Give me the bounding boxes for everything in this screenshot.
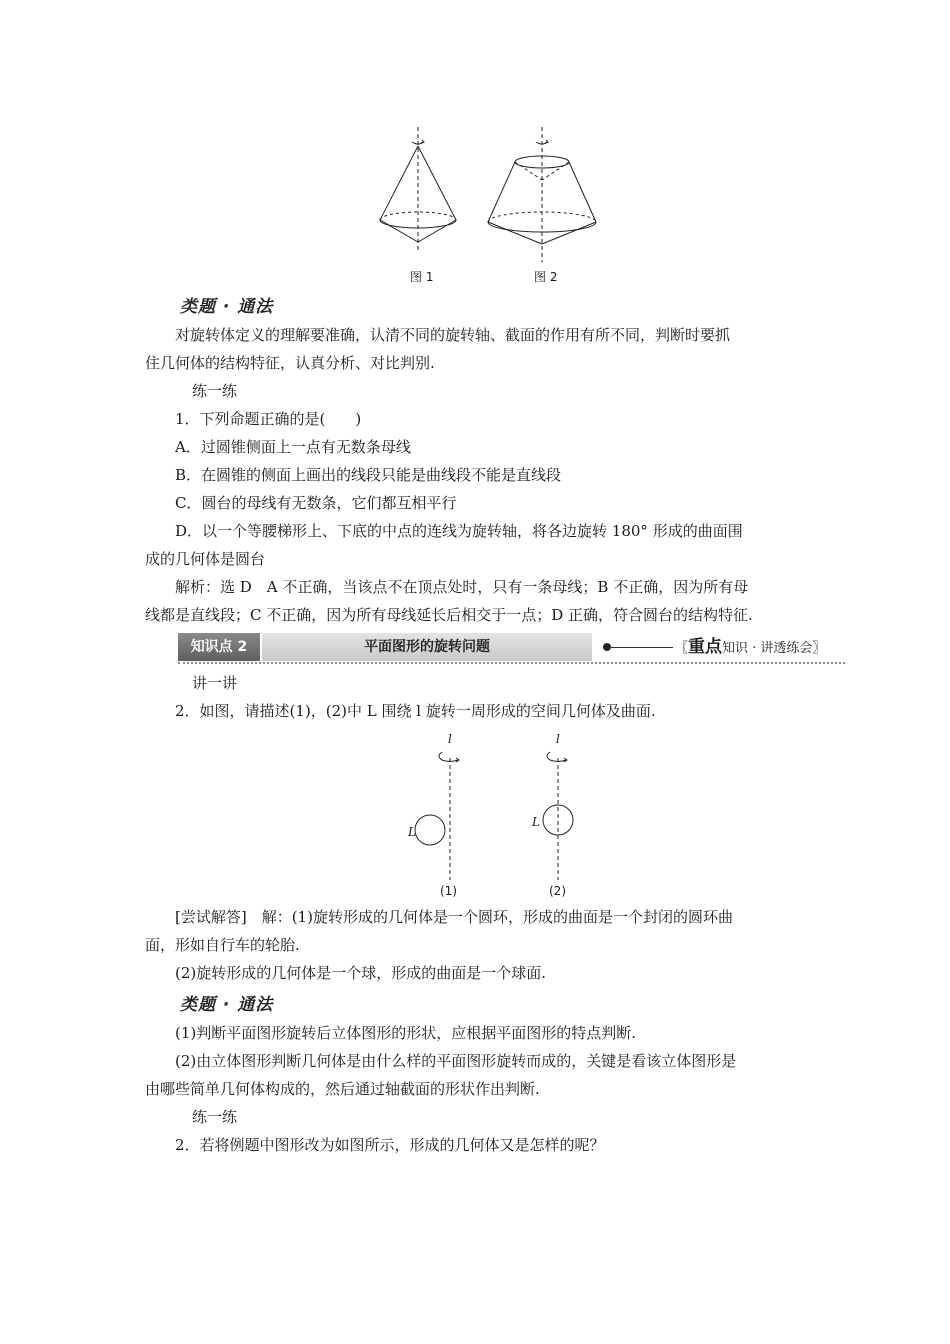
circle-label-2: L (532, 815, 540, 829)
option-d: D．以一个等腰梯形上、下底的中点的连线为旋转轴，将各边旋转 180° 形成的曲面围 (175, 522, 743, 540)
method-point-1: (1)判断平面图形旋转后立体图形的形状，应根据平面图形的特点判断. (175, 1024, 637, 1042)
option-d-cont: 成的几何体是圆台 (145, 550, 266, 568)
method-paragraph-cont: 住几何体的结构特征，认真分析、对比判别. (145, 354, 435, 372)
method-point-2-cont: 由哪些简单几何体构成的，然后通过轴截面的形状作出判断. (145, 1080, 540, 1098)
knowledge-point-title: 平面图形的旋转问题 (262, 633, 592, 661)
circle-rotation-figure (400, 730, 600, 900)
axis-label-2: l (556, 732, 560, 746)
divider (609, 647, 673, 648)
solution: 解析：选 D A 不正确，当该点不在顶点处时，只有一条母线；B 不正确，因为所有母 (175, 578, 749, 596)
method-paragraph: 对旋转体定义的理解要准确，认清不同的旋转轴、截面的作用有所不同，判断时要抓 (175, 326, 731, 344)
question-1: 1．下列命题正确的是( ) (175, 410, 362, 428)
practice-label-2: 练一练 (192, 1108, 238, 1126)
lecture-label: 讲一讲 (192, 674, 238, 692)
section-heading: 类题 · 通法 (180, 297, 274, 317)
section-heading-2: 类题 · 通法 (180, 995, 274, 1015)
figure-2-caption: 图 2 (534, 270, 558, 284)
solution-cont: 线都是直线段；C 不正确，因为所有母线延长后相交于一点；D 正确，符合圆台的结构特征. (145, 606, 753, 624)
figure-1-caption: (1) (440, 884, 457, 898)
knowledge-point-label (603, 633, 845, 661)
knowledge-point-banner (178, 633, 845, 661)
question-2: 2．如图，请描述(1)，(2)中 L 围绕 l 旋转一周形成的空间几何体及曲面. (175, 702, 656, 720)
bracket-open: 〖 (675, 641, 689, 656)
practice-label: 练一练 (192, 382, 238, 400)
dotted-divider (178, 662, 845, 664)
figure-1-caption: 图 1 (410, 270, 434, 284)
answer: [尝试解答] 解：(1)旋转形成的几何体是一个圆环，形成的曲面是一个封闭的圆环曲 (175, 908, 733, 926)
bracket-close: 〗 (812, 641, 826, 656)
answer-2: (2)旋转形成的几何体是一个球，形成的曲面是一个球面. (175, 964, 547, 982)
axis-label-1: l (448, 732, 452, 746)
method-point-2: (2)由立体图形判断几何体是由什么样的平面图形旋转而成的，关键是看该立体图形是 (175, 1052, 737, 1070)
key-point-rest: 知识 · 讲透练会 (722, 641, 813, 656)
knowledge-point-tag: 知识点 2 (178, 633, 260, 661)
question-2b: 2．若将例题中图形改为如图所示，形成的几何体又是怎样的呢？ (175, 1136, 605, 1154)
answer-cont: 面，形如自行车的轮胎. (145, 936, 300, 954)
rotation-solids-figure (370, 122, 630, 297)
option-c: C．圆台的母线有无数条，它们都互相平行 (175, 494, 457, 512)
option-b: B．在圆锥的侧面上画出的线段只能是曲线段不能是直线段 (175, 466, 562, 484)
figure-2-caption: (2) (549, 884, 566, 898)
circle-label-1: L (408, 825, 416, 839)
option-a: A．过圆锥侧面上一点有无数条母线 (175, 438, 411, 456)
key-point-badge: 重点 (688, 637, 723, 657)
